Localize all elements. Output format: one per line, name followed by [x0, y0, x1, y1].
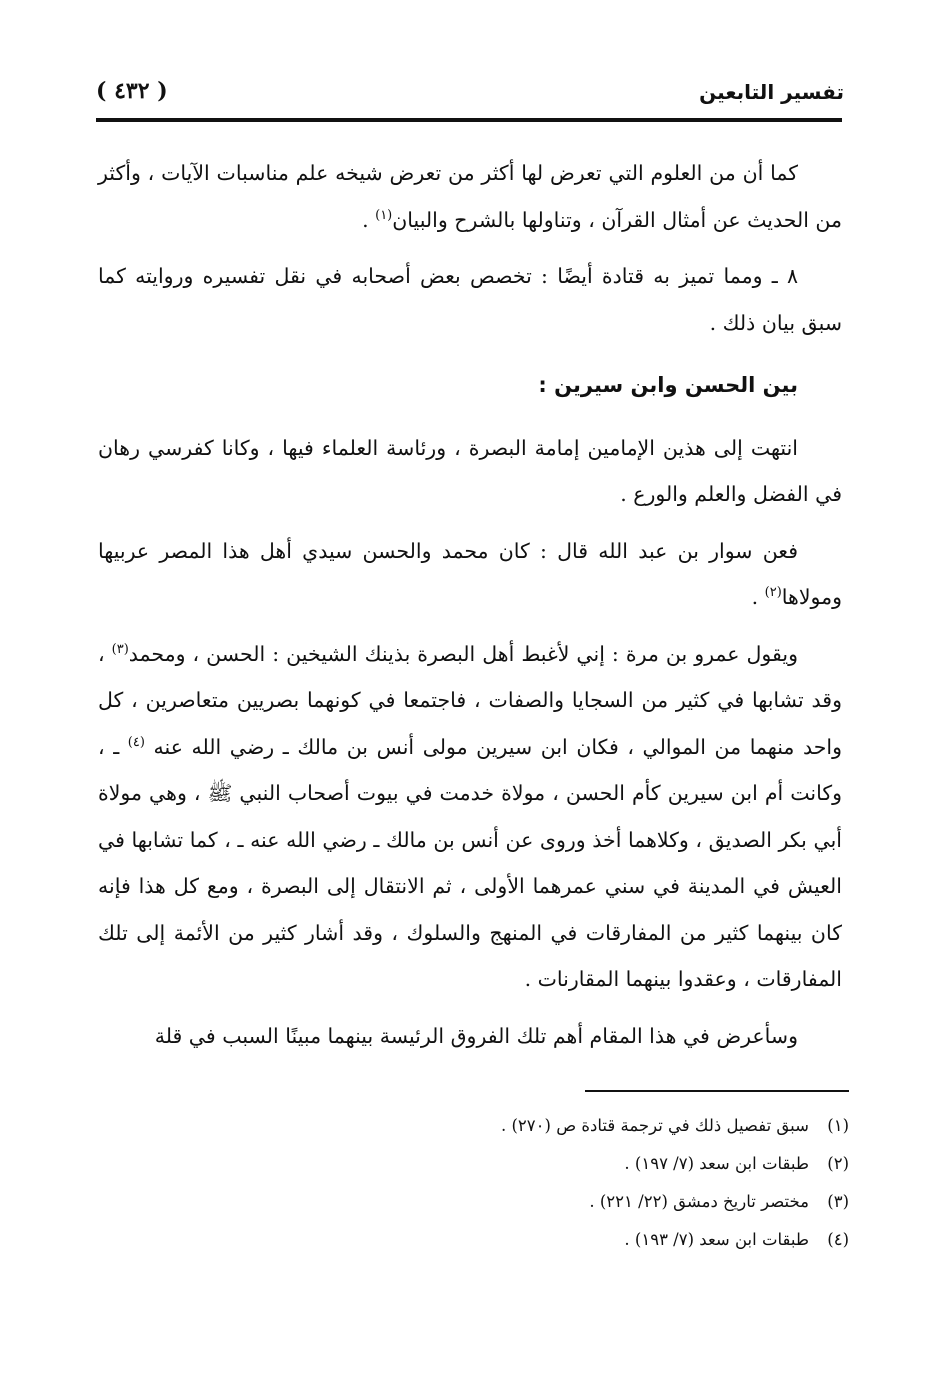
- section-heading: بين الحسن وابن سيرين :: [538, 373, 798, 397]
- footnote-ref: (٢): [764, 585, 782, 601]
- header-rule: [96, 118, 842, 126]
- footnote-4: (٤)طبقات ابن سعد (٧/ ١٩٣) .: [624, 1230, 849, 1249]
- footnote-ref: (١): [375, 207, 393, 223]
- paragraph-5: ويقول عمرو بن مرة : إني لأغبط أهل البصرة بذينك الشيخين : الحسن ، ومحمد$^{(٣)}$ ، وقد تشابها في كثير من السجايا والصفات ، فاجتمعا في كونهما بصريين متعاصرين ، كل واحد منهما من الموالي ، فكان ابن سيرين مولى أنس بن مالك ـ رضي الله عنه $^{(٤)}$ ـ ، وكانت أم ابن سيرين كأم الحسن ، مولاة خدمت في بيوت أصحاب النبي ﷺ ، وهي مولاة أبي بكر الصديق ، وكلاهما أخذ وروى عن أنس بن مالك ـ رضي الله عنه ـ ، كما تشابها في العيش في المدينة في سني عمرهما الأولى ، ثم الانتقال إلى البصرة ، ومع كل هذا فإنه كان بينهما كثير من المفارقات في المنهج والسلوك ، وقد أشار كثير من الأئمة إلى تلك المفارقات ، وعقدوا بينهما المقارنات .: [98, 641, 843, 991]
- footnote-1: (١)سبق تفصيل ذلك في ترجمة قتادة ص (٢٧٠) .: [500, 1116, 849, 1135]
- page-number: ( ٤٣٢ ): [96, 78, 168, 104]
- book-title: تفسير التابعين: [699, 80, 844, 104]
- paragraph-3: انتهت إلى هذين الإمامين إمامة البصرة ، ورئاسة العلماء فيها ، وكانا كفرسي رهان في الفضل والعلم والورع .: [98, 435, 842, 506]
- footnote-separator: [585, 1090, 849, 1092]
- paragraph-6: وسأعرض في هذا المقام أهم تلك الفروق الرئيسة بينهما مبينًا السبب في قلة: [154, 1023, 798, 1048]
- page-header: [96, 78, 844, 120]
- paragraph-1: كما أن من العلوم التي تعرض لها أكثر من تعرض شيخه علم مناسبات الآيات ، وأكثر من الحديث عن أمثال القرآن ، وتناولها بالشرح والبيان$^{(١)}$ .: [98, 161, 842, 232]
- footnotes: [105, 1107, 849, 1259]
- footnote-2: (٢)طبقات ابن سعد (٧/ ١٩٧) .: [624, 1154, 849, 1173]
- footnote-ref: (٤): [127, 734, 145, 750]
- paragraph-2: ٨ ـ ومما تميز به قتادة أيضًا : تخصص بعض أصحابه في نقل تفسيره وروايته كما سبق بيان ذلك .: [98, 264, 842, 335]
- paragraph-4: فعن سوار بن عبد الله قال : كان محمد والحسن سيدي أهل هذا المصر عربيها ومولاها$^{(٢)}$ .: [98, 538, 842, 609]
- main-text: [98, 150, 842, 1059]
- footnote-3: (٣)مختصر تاريخ دمشق (٢٢/ ٢٢١) .: [589, 1192, 849, 1211]
- footnote-ref: (٣): [111, 641, 129, 657]
